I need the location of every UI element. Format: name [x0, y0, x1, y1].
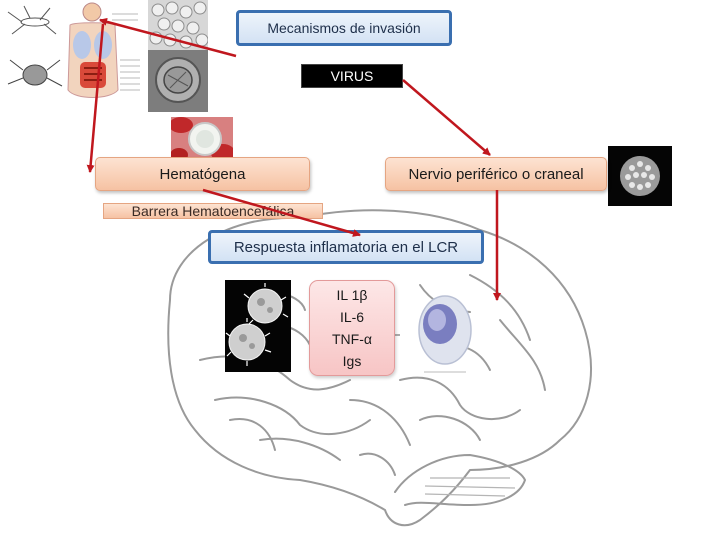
cytokine-il1b: IL 1β — [336, 287, 368, 303]
arrow-virus-to-nervio — [403, 80, 490, 155]
cytokine-igs: Igs — [342, 353, 362, 369]
arrow-title-to-anatomy — [100, 20, 236, 56]
cytokine-il6: IL-6 — [339, 309, 365, 325]
cytokine-tnfa: TNF-α — [332, 331, 372, 347]
virus-label: VIRUS — [301, 64, 403, 88]
hematogenous-route-box: Hematógena — [95, 157, 310, 191]
mechanisms-title: Mecanismos de invasión — [236, 10, 452, 46]
nerve-route-box: Nervio periférico o craneal — [385, 157, 607, 191]
arrow-anatomy-to-hematogena — [90, 24, 103, 172]
blood-brain-barrier-label: Barrera Hematoencefálica — [103, 203, 323, 219]
csf-inflammatory-response-box: Respuesta inflamatoria en el LCR — [208, 230, 484, 264]
arrow-hematogena-to-lcr — [203, 190, 360, 235]
